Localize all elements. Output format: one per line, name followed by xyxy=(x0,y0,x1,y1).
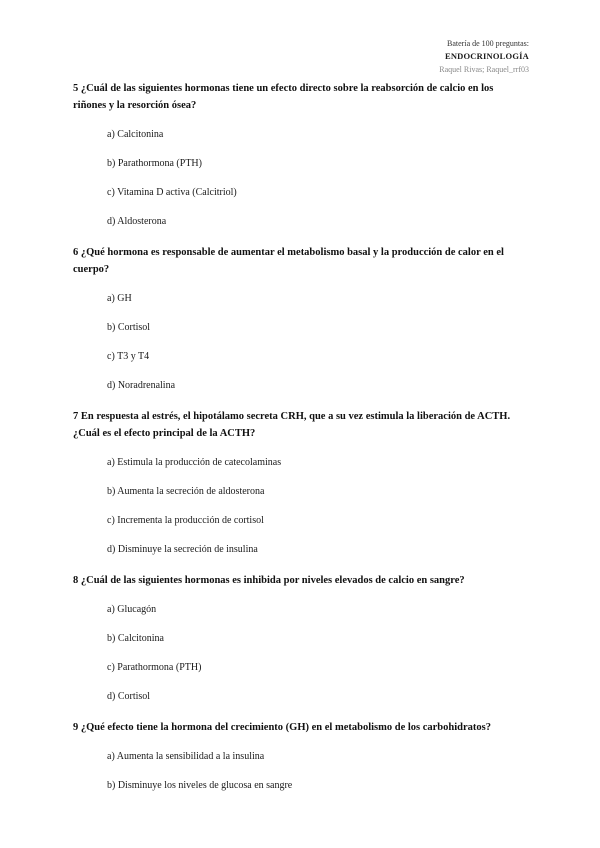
question-text: 9 ¿Qué efecto tiene la hormona del crecimiento (GH) en el metabolismo de los carbohidratos? xyxy=(73,722,491,733)
answer-option-d[interactable]: d) Cortisol xyxy=(107,691,151,702)
question-block-6 xyxy=(73,244,528,392)
question-list xyxy=(73,80,528,808)
answer-option-a[interactable]: a) Glucagón xyxy=(107,604,157,615)
answer-option-c[interactable]: c) Parathormona (PTH) xyxy=(107,662,202,673)
question-block-7 xyxy=(73,408,528,556)
question-text: 5 ¿Cuál de las siguientes hormonas tiene un efecto directo sobre la reabsorción de calcio en los riñones y la resorción ósea? xyxy=(73,83,494,111)
answer-option-b[interactable]: b) Disminuye los niveles de glucosa en sangre xyxy=(107,780,293,791)
answer-option-c[interactable]: c) Incrementa la producción de cortisol xyxy=(107,515,264,526)
answer-option-a[interactable]: a) GH xyxy=(107,293,132,304)
question-block-8 xyxy=(73,572,528,703)
answer-option-b[interactable]: b) Cortisol xyxy=(107,322,151,333)
answer-options xyxy=(73,456,528,556)
answer-option-a[interactable]: a) Aumenta la sensibilidad a la insulina xyxy=(107,751,265,762)
answer-option-b[interactable]: b) Aumenta la secreción de aldosterona xyxy=(107,486,265,497)
answer-options xyxy=(73,750,528,792)
answer-options xyxy=(73,603,528,703)
answer-option-c[interactable]: c) T3 y T4 xyxy=(107,351,150,362)
header-subject: ENDOCRINOLOGÍA xyxy=(444,51,529,61)
question-text: 7 En respuesta al estrés, el hipotálamo secreta CRH, que a su vez estimula la liberación de ACTH. ¿Cuál es el efecto principal de la ACTH? xyxy=(73,411,511,439)
header-series: Batería de 100 preguntas: xyxy=(447,39,529,48)
page-header xyxy=(439,37,529,76)
answer-option-d[interactable]: d) Disminuye la secreción de insulina xyxy=(107,544,258,555)
question-block-9 xyxy=(73,719,528,792)
answer-option-d[interactable]: d) Noradrenalina xyxy=(107,380,176,391)
answer-option-a[interactable]: a) Estimula la producción de catecolaminas xyxy=(107,457,282,468)
question-text: 8 ¿Cuál de las siguientes hormonas es inhibida por niveles elevados de calcio en sangre? xyxy=(73,575,465,586)
answer-option-d[interactable]: d) Aldosterona xyxy=(107,216,167,227)
answer-option-a[interactable]: a) Calcitonina xyxy=(107,129,164,140)
question-text: 6 ¿Qué hormona es responsable de aumentar el metabolismo basal y la producción de calor en el cuerpo? xyxy=(73,247,504,275)
header-author: Raquel Rivas; Raquel_rrf03 xyxy=(439,65,529,74)
answer-option-b[interactable]: b) Parathormona (PTH) xyxy=(107,158,202,169)
answer-options xyxy=(73,128,528,228)
question-block-5 xyxy=(73,80,528,228)
answer-option-b[interactable]: b) Calcitonina xyxy=(107,633,164,644)
answer-option-c[interactable]: c) Vitamina D activa (Calcitriol) xyxy=(107,187,237,198)
answer-options xyxy=(73,292,528,392)
